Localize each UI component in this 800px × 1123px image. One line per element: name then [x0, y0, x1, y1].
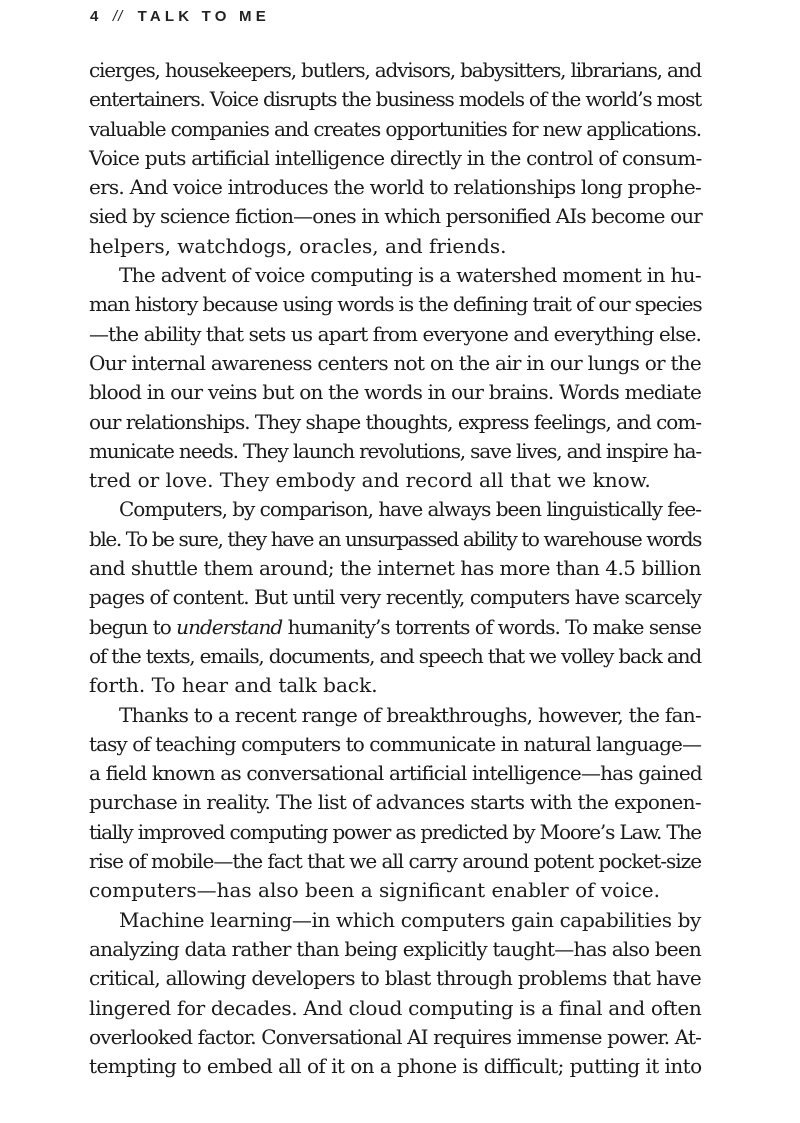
text-line: ers. And voice introduces the world to relationships long prophe-	[89, 175, 701, 200]
text-line: tially improved computing power as predicted by Moore’s Law. The	[89, 819, 701, 844]
text-line: critical, allowing developers to blast through problems that have	[89, 966, 701, 991]
text-line: Voice puts artificial intelligence directly in the control of consum-	[89, 145, 702, 170]
text-line: valuable companies and creates opportunities for new applications.	[89, 116, 701, 141]
text-line: Machine learning—in which computers gain capabilities by	[119, 907, 701, 932]
page-number: 4	[90, 8, 103, 25]
text-line: ble. To be sure, they have an unsurpassed ability to warehouse words	[89, 526, 701, 551]
text-line: man history because using words is the defining trait of our species	[89, 292, 702, 317]
text-line: purchase in reality. The list of advances starts with the exponen-	[89, 790, 701, 815]
text-line: analyzing data rather than being explicitly taught—has also been	[89, 936, 701, 961]
paragraph	[89, 906, 701, 1082]
running-head-title: TALK TO ME	[137, 8, 270, 25]
text-line: rise of mobile—the fact that we all carry around potent pocket-size	[89, 849, 702, 874]
running-head	[90, 8, 270, 25]
text-line: Thanks to a recent range of breakthroughs, however, the fan-	[119, 702, 701, 727]
text-line: begun to understand humanity’s torrents of words. To make sense	[89, 614, 702, 639]
text-line: cierges, housekeepers, butlers, advisors, babysitters, librarians, and	[89, 58, 702, 82]
text-line: The advent of voice computing is a watershed moment in hu-	[119, 263, 702, 288]
text-line: entertainers. Voice disrupts the business models of the world’s most	[89, 87, 701, 112]
text-line: and shuttle them around; the internet has more than 4.5 billion	[89, 556, 702, 581]
text-line: tred or love. They embody and record all that we know.	[89, 468, 651, 493]
text-line: our relationships. They shape thoughts, express feelings, and com-	[89, 409, 702, 434]
text-line: —the ability that sets us apart from everyone and everything else.	[89, 321, 702, 346]
text-line: municate needs. They launch revolutions, save lives, and inspire ha-	[89, 438, 701, 463]
paragraph	[89, 495, 701, 700]
running-head-separator: //	[112, 8, 124, 25]
paragraph	[89, 56, 701, 261]
text-line: a field known as conversational artificial intelligence—has gained	[89, 761, 702, 786]
text-line: lingered for decades. And cloud computing is a final and often	[89, 995, 702, 1020]
paragraph	[89, 701, 701, 906]
body-text	[89, 56, 701, 1081]
text-line: forth. To hear and talk back.	[89, 673, 378, 698]
text-line: tasy of teaching computers to communicate in natural language—	[89, 731, 702, 756]
text-line: tempting to embed all of it on a phone is difficult; putting it into	[89, 1054, 702, 1079]
text-line: sied by science fiction—ones in which personified AIs become our	[89, 204, 702, 229]
text-line: blood in our veins but on the words in our brains. Words mediate	[89, 380, 702, 405]
text-line: Computers, by comparison, have always been linguistically fee-	[119, 497, 701, 522]
text-line: of the texts, emails, documents, and speech that we volley back and	[89, 643, 702, 668]
text-line: computers—has also been a significant enabler of voice.	[89, 878, 660, 903]
paragraph	[89, 261, 701, 495]
emphasis: understand	[176, 614, 283, 639]
text-line: helpers, watchdogs, oracles, and friends.	[89, 233, 507, 258]
text-line: Our internal awareness centers not on the air in our lungs or the	[89, 350, 702, 375]
text-line: overlooked factor. Conversational AI requires immense power. At-	[89, 1024, 701, 1049]
text-line: pages of content. But until very recently, computers have scarcely	[89, 585, 701, 610]
